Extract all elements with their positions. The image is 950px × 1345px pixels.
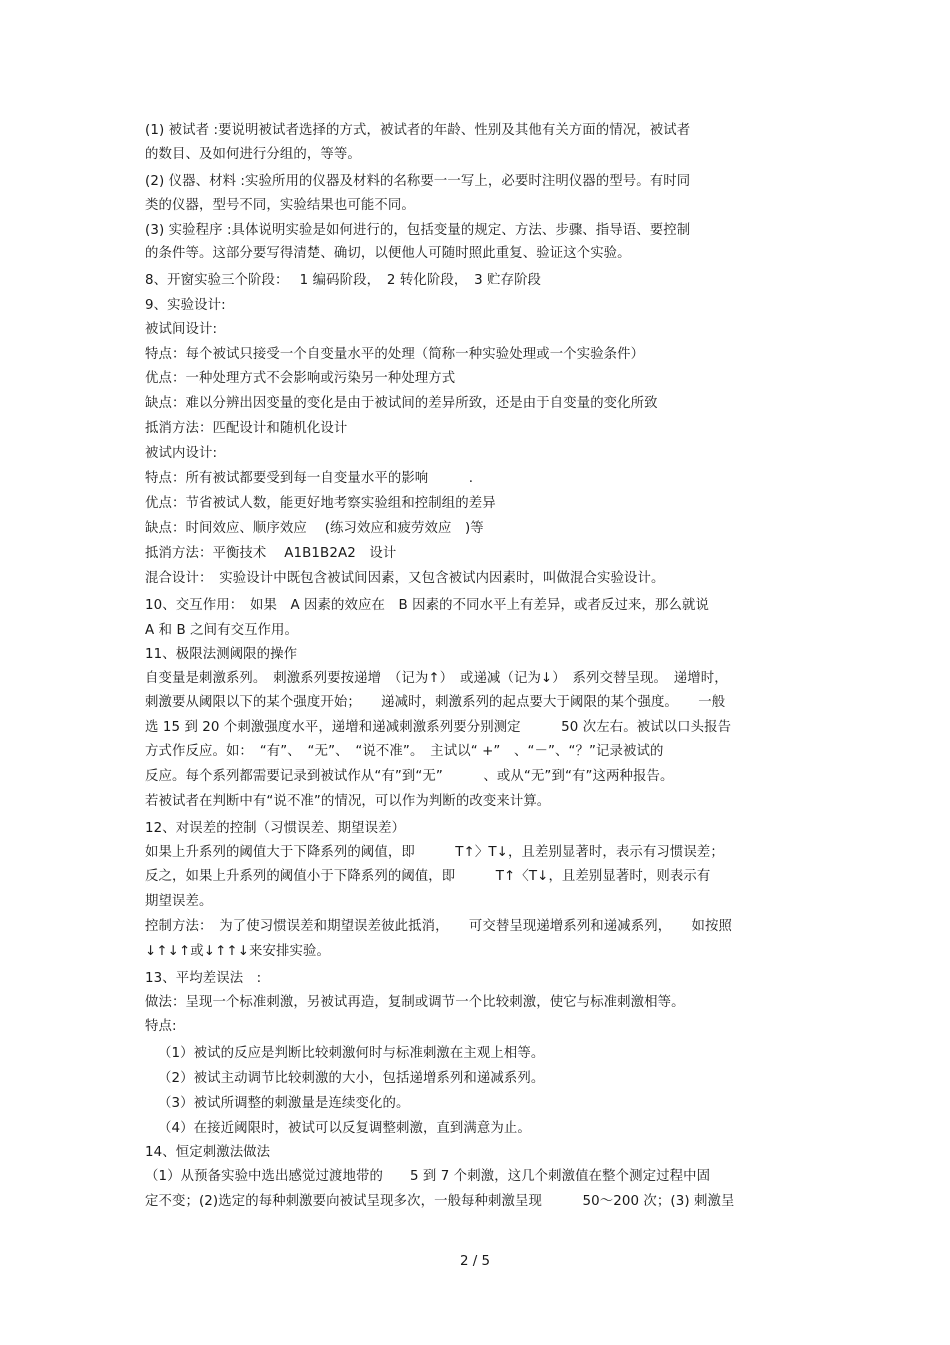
text-line: 抵消方法：匹配设计和随机化设计	[145, 421, 348, 436]
text-line: 定不变；(2)选定的每种刺激要向被试呈现多次，一般每种刺激呈现 50～200 次；(3) 刺激呈	[145, 1194, 735, 1209]
text-line: (2) 仪器、材料 :实验所用的仪器及材料的名称要一一写上，必要时注明仪器的型号。有时同	[145, 174, 691, 189]
text-line: 抵消方法：平衡技术 A1B1B2A2 设计	[145, 546, 397, 561]
subheading: 被试内设计:	[145, 446, 218, 461]
text-line: 选 15 到 20 个刺激强度水平，递增和递减刺激系列要分别测定 50 次左右。被试以口头报告	[145, 720, 732, 735]
section-heading: 12、对误差的控制（习惯误差、期望误差）	[145, 821, 406, 836]
text-line: ↓↑↓↑或↓↑↑↓来安排实验。	[145, 944, 330, 959]
text-line: 做法：呈现一个标准刺激，另被试再造，复制或调节一个比较刺激，使它与标准刺激相等。	[145, 995, 685, 1010]
section-heading: 10、交互作用： 如果 A 因素的效应在 B 因素的不同水平上有差异，或者反过来，那么就说	[145, 598, 709, 613]
section-heading: 14、恒定刺激法做法	[145, 1145, 271, 1160]
section-heading: 13、平均差误法 :	[145, 971, 262, 986]
section-heading: 9、实验设计:	[145, 298, 226, 313]
list-item: （3）被试所调整的刺激量是连续变化的。	[158, 1096, 410, 1111]
text-line: 自变量是刺激系列。 刺激系列要按递增 （记为↑） 或递减（记为↓） 系列交替呈现。 递增时，	[145, 671, 728, 686]
text-line: 反应。每个系列都需要记录到被试作从“有”到“无” 、或从“无”到“有”这两种报告。	[145, 769, 674, 784]
text-line: 控制方法： 为了使习惯误差和期望误差彼此抵消， 可交替呈现递增系列和递减系列， 如按照	[145, 919, 732, 934]
section-heading: 8、开窗实验三个阶段： 1 编码阶段， 2 转化阶段， 3 贮存阶段	[145, 273, 542, 288]
text-line: 缺点：时间效应、顺序效应 (练习效应和疲劳效应 )等	[145, 521, 484, 536]
list-item: （2）被试主动调节比较刺激的大小，包括递增系列和递减系列。	[158, 1071, 545, 1086]
text-line: A 和 B 之间有交互作用。	[145, 623, 299, 638]
text-line: (1) 被试者 :要说明被试者选择的方式，被试者的年龄、性别及其他有关方面的情况，被试者	[145, 123, 691, 138]
text-line: 的条件等。这部分要写得清楚、确切，以便他人可随时照此重复、验证这个实验。	[145, 246, 631, 261]
text-line: （1）从预备实验中选出感觉过渡地带的 5 到 7 个刺激，这几个刺激值在整个测定过程中固	[145, 1169, 711, 1184]
text-line: 混合设计： 实验设计中既包含被试间因素，又包含被试内因素时，叫做混合实验设计。	[145, 571, 665, 586]
text-line: 期望误差。	[145, 894, 213, 909]
text-line: 类的仪器，型号不同，实验结果也可能不同。	[145, 198, 415, 213]
page-number: 2 / 5	[459, 1254, 491, 1269]
text-line: 特点：每个被试只接受一个自变量水平的处理（简称一种实验处理或一个实验条件）	[145, 347, 645, 362]
text-line: 如果上升系列的阈值大于下降系列的阈值，即 T↑〉T↓，且差别显著时，表示有习惯误差；	[145, 845, 724, 860]
text-line: 若被试者在判断中有“说不准”的情况，可以作为判断的改变来计算。	[145, 794, 551, 809]
subheading: 特点:	[145, 1019, 177, 1034]
text-line: 的数目、及如何进行分组的，等等。	[145, 147, 361, 162]
text-line: 方式作反应。如： “有”、 “无”、 “说不准”。 主试以“ +” 、“－”、“？”记录被试的	[145, 744, 664, 759]
text-line: 刺激要从阈限以下的某个强度开始； 递减时，刺激系列的起点要大于阈限的某个强度。 一般	[145, 695, 726, 710]
text-line: (3) 实验程序 :具体说明实验是如何进行的，包括变量的规定、方法、步骤、指导语、要控制	[145, 223, 691, 238]
text-line: 缺点：难以分辨出因变量的变化是由于被试间的差异所致，还是由于自变量的变化所致	[145, 396, 658, 411]
text-line: 优点：一种处理方式不会影响或污染另一种处理方式	[145, 371, 456, 386]
list-item: （4）在接近阈限时，被试可以反复调整刺激，直到满意为止。	[158, 1121, 531, 1136]
subheading: 被试间设计:	[145, 322, 218, 337]
text-line: 反之，如果上升系列的阈值小于下降系列的阈值，即 T↑〈T↓，且差别显著时，则表示有	[145, 869, 711, 884]
list-item: （1）被试的反应是判断比较刺激何时与标准刺激在主观上相等。	[158, 1046, 545, 1061]
section-heading: 11、极限法测阈限的操作	[145, 647, 298, 662]
text-line: 优点：节省被试人数，能更好地考察实验组和控制组的差异	[145, 496, 496, 511]
text-line: 特点：所有被试都要受到每一自变量水平的影响 .	[145, 471, 474, 486]
